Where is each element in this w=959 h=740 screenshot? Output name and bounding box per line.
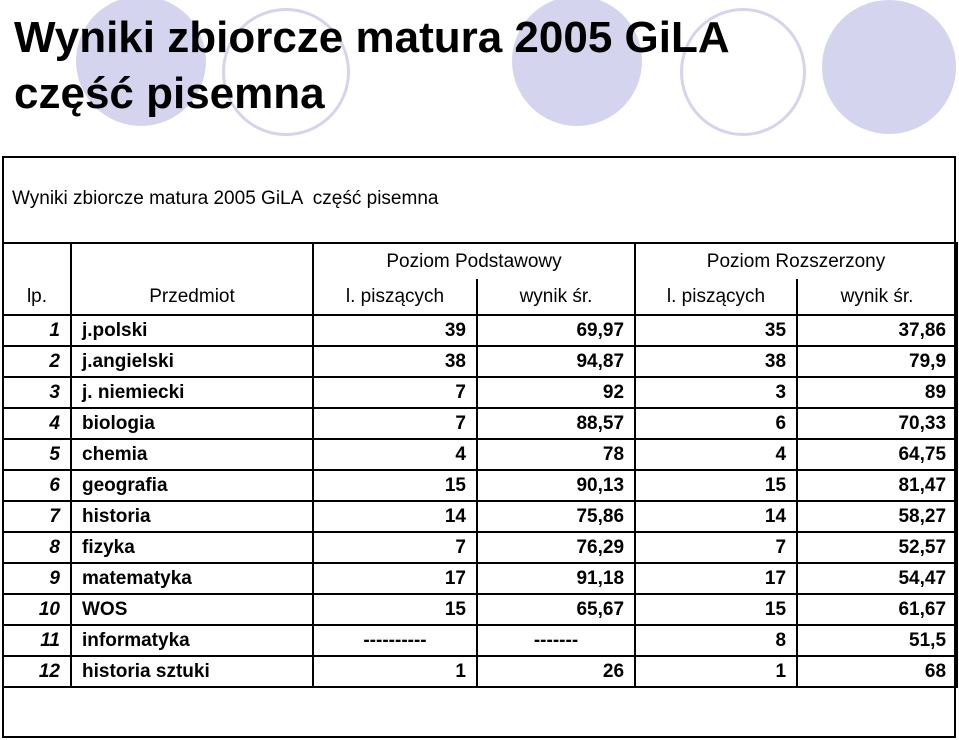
row-lp: 10 [3,594,71,625]
table-row [3,656,957,687]
results-table [2,242,958,688]
row-avg-extended: 64,75 [797,439,957,470]
row-count-basic: ---------- [313,625,477,656]
row-avg-basic: 75,86 [477,501,635,532]
row-avg-basic: 69,97 [477,315,635,346]
row-subject: biologia [71,408,313,439]
header-row-groups [3,243,957,279]
row-count-extended: 15 [635,470,797,501]
table-row [3,408,957,439]
row-avg-basic: ------- [477,625,635,656]
row-count-basic: 7 [313,532,477,563]
row-avg-extended: 58,27 [797,501,957,532]
row-avg-basic: 90,13 [477,470,635,501]
row-avg-basic: 65,67 [477,594,635,625]
row-count-basic: 7 [313,377,477,408]
row-count-basic: 15 [313,470,477,501]
row-avg-basic: 78 [477,439,635,470]
table-row [3,315,957,346]
header-subject-top [71,243,313,279]
row-count-extended: 4 [635,439,797,470]
row-count-basic: 38 [313,346,477,377]
header-group-basic: Poziom Podstawowy [313,243,635,279]
row-count-extended: 17 [635,563,797,594]
row-avg-extended: 70,33 [797,408,957,439]
row-avg-extended: 68 [797,656,957,687]
row-count-basic: 17 [313,563,477,594]
row-subject: historia sztuki [71,656,313,687]
row-count-basic: 14 [313,501,477,532]
row-count-extended: 14 [635,501,797,532]
header-lp: lp. [3,279,71,315]
row-count-extended: 38 [635,346,797,377]
row-count-extended: 1 [635,656,797,687]
table-row [3,532,957,563]
row-lp: 6 [3,470,71,501]
slide-title-line1: Wyniki zbiorcze matura 2005 GiLA [14,13,730,62]
header-avg-basic: wynik śr. [477,279,635,315]
row-avg-extended: 61,67 [797,594,957,625]
row-lp: 3 [3,377,71,408]
row-subject: fizyka [71,532,313,563]
table-row [3,470,957,501]
header-lp-top [3,243,71,279]
row-subject: j.angielski [71,346,313,377]
row-lp: 8 [3,532,71,563]
row-avg-extended: 54,47 [797,563,957,594]
table-row [3,439,957,470]
row-lp: 2 [3,346,71,377]
row-count-basic: 39 [313,315,477,346]
row-lp: 5 [3,439,71,470]
row-lp: 12 [3,656,71,687]
row-lp: 1 [3,315,71,346]
header-group-extended: Poziom Rozszerzony [635,243,957,279]
row-count-extended: 15 [635,594,797,625]
row-count-extended: 6 [635,408,797,439]
header-row-columns [3,279,957,315]
row-subject: matematyka [71,563,313,594]
row-avg-extended: 89 [797,377,957,408]
row-avg-extended: 52,57 [797,532,957,563]
row-subject: informatyka [71,625,313,656]
row-count-extended: 3 [635,377,797,408]
row-lp: 4 [3,408,71,439]
slide-title [14,10,730,122]
row-lp: 11 [3,625,71,656]
row-count-extended: 7 [635,532,797,563]
table-row [3,377,957,408]
row-count-basic: 4 [313,439,477,470]
decor-circle-3 [822,0,956,134]
table-row [3,346,957,377]
header-count-basic: l. piszących [313,279,477,315]
row-count-extended: 8 [635,625,797,656]
row-subject: chemia [71,439,313,470]
table-caption: Wyniki zbiorcze matura 2005 GiLA część pisemna [12,188,439,209]
row-avg-basic: 76,29 [477,532,635,563]
table-row [3,625,957,656]
row-avg-basic: 91,18 [477,563,635,594]
header-count-extended: l. piszących [635,279,797,315]
slide-title-line2: część pisemna [14,69,325,118]
row-count-basic: 7 [313,408,477,439]
row-subject: geografia [71,470,313,501]
table-row [3,501,957,532]
row-avg-basic: 92 [477,377,635,408]
row-avg-extended: 79,9 [797,346,957,377]
row-count-extended: 35 [635,315,797,346]
header-avg-extended: wynik śr. [797,279,957,315]
row-subject: historia [71,501,313,532]
row-subject: j.polski [71,315,313,346]
row-subject: j. niemiecki [71,377,313,408]
header-subject: Przedmiot [71,279,313,315]
table-row [3,594,957,625]
row-lp: 9 [3,563,71,594]
row-avg-basic: 88,57 [477,408,635,439]
row-avg-basic: 94,87 [477,346,635,377]
row-avg-extended: 37,86 [797,315,957,346]
row-count-basic: 15 [313,594,477,625]
row-avg-extended: 51,5 [797,625,957,656]
row-lp: 7 [3,501,71,532]
row-avg-basic: 26 [477,656,635,687]
row-count-basic: 1 [313,656,477,687]
row-subject: WOS [71,594,313,625]
table-row [3,563,957,594]
row-avg-extended: 81,47 [797,470,957,501]
